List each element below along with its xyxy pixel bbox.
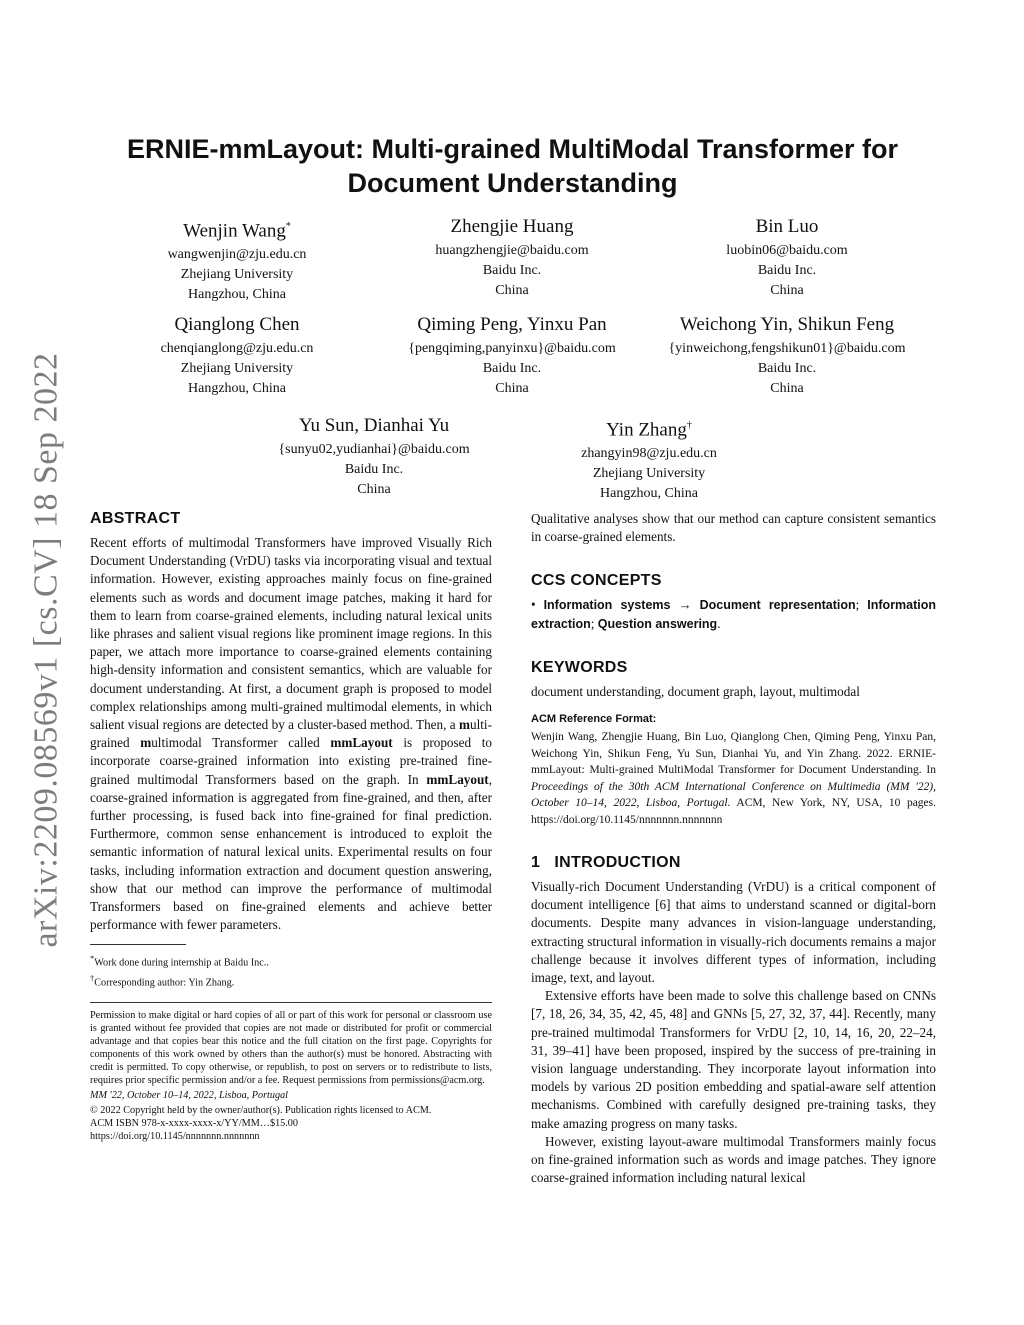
author-block [408,313,616,399]
author-location: China [770,283,804,298]
author-affiliation: Baidu Inc. [482,361,542,376]
author-email[interactable]: zhangyin98@zju.edu.cn [581,446,717,462]
author-location: Hangzhou, China [188,381,286,396]
intro-paragraph: Visually-rich Document Understanding (VrDU) is a critical component of document intelligence [6] that aims to understand scanned or digital-born documents. Despite many advances in vision-language understanding, extracting structural information in visually-rich documents remains a major challenge because it involves different types of information, including image, text, and layout. [531,879,936,986]
abstract-heading: ABSTRACT [90,510,181,527]
author-email[interactable]: luobin06@baidu.com [726,243,848,258]
author-affiliation: Baidu Inc. [344,462,404,477]
arxiv-stamp [22,350,72,950]
footnote: †Corresponding author: Yin Zhang. [90,972,235,989]
venue-line: MM '22, October 10–14, 2022, Lisboa, Portugal [90,1090,288,1102]
author-location: China [357,482,391,497]
author-affiliation: Zhejiang University [592,466,706,482]
author-name: Yu Sun, Dianhai Yu [298,415,450,436]
author-block [278,414,469,500]
author-mark: † [686,420,692,431]
author-email[interactable]: {pengqiming,panyinxu}@baidu.com [408,341,616,356]
doi-link[interactable]: https://doi.org/10.1145/nnnnnnn.nnnnnnn [90,1131,260,1143]
author-block [726,215,847,301]
author-name: Yin Zhang [606,419,687,441]
acm-reference-heading: ACM Reference Format: [531,713,657,726]
author-block [168,215,307,305]
author-name: Qianglong Chen [174,314,300,335]
author-location: Hangzhou, China [188,287,286,303]
author-block [161,313,314,399]
isbn-line: ACM ISBN 978-x-xxxx-xxxx-x/YY/MM…$15.00 [90,1118,298,1130]
author-block [581,414,717,504]
author-email[interactable]: chenqianglong@zju.edu.cn [160,341,314,356]
author-email[interactable]: {yinweichong,fengshikun01}@baidu.com [668,341,906,356]
right-column [531,510,936,1187]
author-mark: * [285,221,291,232]
author-location: China [495,283,529,298]
author-name: Qiming Peng, Yinxu Pan [417,314,607,335]
keywords-text: document understanding, document graph, layout, multimodal [531,683,860,699]
author-affiliation: Zhejiang University [180,361,294,376]
author-location: China [495,381,529,396]
author-location: China [770,381,804,396]
footnote: *Work done during internship at Baidu Inc.. [90,953,269,969]
author-email[interactable]: {sunyu02,yudianhai}@baidu.com [278,442,470,457]
author-name: Zhengjie Huang [450,216,574,237]
author-affiliation: Baidu Inc. [482,263,542,278]
acm-reference-text: Wenjin Wang, Zhengjie Huang, Bin Luo, Qianglong Chen, Qiming Peng, Yinxu Pan, Weichong Yin, Shikun Feng, Yu Sun, Dianhai Yu, and Yin Zhang. 2022. ERNIE-mmLayout: Multi-grained MultiModal Transformer for Document Understanding. In Proceedings of the 30th ACM International Conference on Multimedia (MM '22), October 10–14, 2022, Lisboa, Portugal. ACM, New York, NY, USA, 10 pages. https://doi.org/10.1145/nnnnnnn.nnnnnnn [531,731,937,826]
keywords-heading: KEYWORDS [531,658,628,676]
author-email[interactable]: wangwenjin@zju.edu.cn [167,247,307,263]
left-column [90,510,492,1143]
footnote-rule [90,944,186,945]
author-block [668,313,905,399]
introduction-heading: 1 INTRODUCTION [531,854,681,872]
author-block [435,215,588,301]
ccs-concepts: • Information systems → Document representation; Information extraction; Question answering. [531,597,937,631]
author-location: Hangzhou, China [600,486,698,502]
author-name: Wenjin Wang [183,220,286,242]
abstract-continued: Qualitative analyses show that our method can capture consistent semantics in coarse-grained elements. [531,511,936,545]
paper-title: ERNIE-mmLayout: Multi-grained MultiModal Transformer for Document Understanding [126,134,899,198]
ccs-heading: CCS CONCEPTS [531,572,662,590]
arxiv-stamp-text: arXiv:2209.08569v1 [cs.CV] 18 Sep 2022 [28,352,65,948]
author-affiliation: Zhejiang University [180,267,294,283]
abstract-text: Recent efforts of multimodal Transformers have improved Visually Rich Document Understanding (VrDU) tasks via incorporating visual and textual information. However, existing approaches mainly focus on fine-grained elements such as words and document image patches, making it hard for them to learn from coarse-grained elements, including natural lexical units like phrases and salient visual regions like prominent image regions. In this paper, we attach more importance to coarse-grained elements containing high-density information and consistent semantics, which are valuable for document understanding. At first, a document graph is proposed to model complex relationships among multi-grained multimodal elements, in which salient visual regions are detected by a cluster-based method. Then, a multi-grained multimodal Transformer called mmLayout is proposed to incorporate coarse-grained information into existing pre-trained fine-grained multimodal Transformers based on the graph. In mmLayout, coarse-grained information is aggregated from fine-grained, and then, after further processing, is fused back into fine-grained for final prediction. Furthermore, common sense enhancement is introduced to exploit the semantic information of natural lexical units. Experimental results on four tasks, including information extraction and document question answering, show that our method can improve the performance of multimodal Transformers based on fine-grained elements and achieve better performance with fewer parameters. [90,535,493,933]
author-email[interactable]: huangzhengjie@baidu.com [435,243,589,258]
intro-paragraph: Extensive efforts have been made to solve this challenge based on CNNs [7, 18, 26, 34, 35, 42, 45, 48] and GNNs [5, 27, 32, 37, 44]. Recently, many pre-trained multimodal Transformers for VrDU [2, 10, 14, 16, 20, 22–24, 31, 39–41] have been proposed, inspired by the success of pre-training in vision language understanding. They incorporate layout information into models by various 2D position embedding and spatial-aware self attention mechanisms. Combined with carefully designed pre-training tasks, they make amazing progress on many tasks. [531,988,936,1131]
author-affiliation: Baidu Inc. [757,263,817,278]
permission-rule [90,1002,492,1003]
permission-text: Permission to make digital or hard copies of all or part of this work for personal or classroom use is granted without fee provided that copies are not made or distributed for profit or commercial advantage and that copies bear this notice and the full citation on the first page. Copyrights for components of this work owned by others than the author(s) must be honored. Abstracting with credit is permitted. To copy otherwise, or republish, to post on servers or to redistribute to lists, requires prior specific permission and/or a fee. Request permissions from permissions@acm.org. [90,1010,492,1087]
intro-paragraph: However, existing layout-aware multimodal Transformers mainly focus on fine-grained information such as words and image patches. They ignore coarse-grained information including natural lexical [531,1133,936,1186]
author-name: Bin Luo [755,216,819,237]
copyright-line: © 2022 Copyright held by the owner/author(s). Publication rights licensed to ACM. [90,1105,432,1117]
author-affiliation: Baidu Inc. [757,361,817,376]
author-name: Weichong Yin, Shikun Feng [679,314,895,335]
